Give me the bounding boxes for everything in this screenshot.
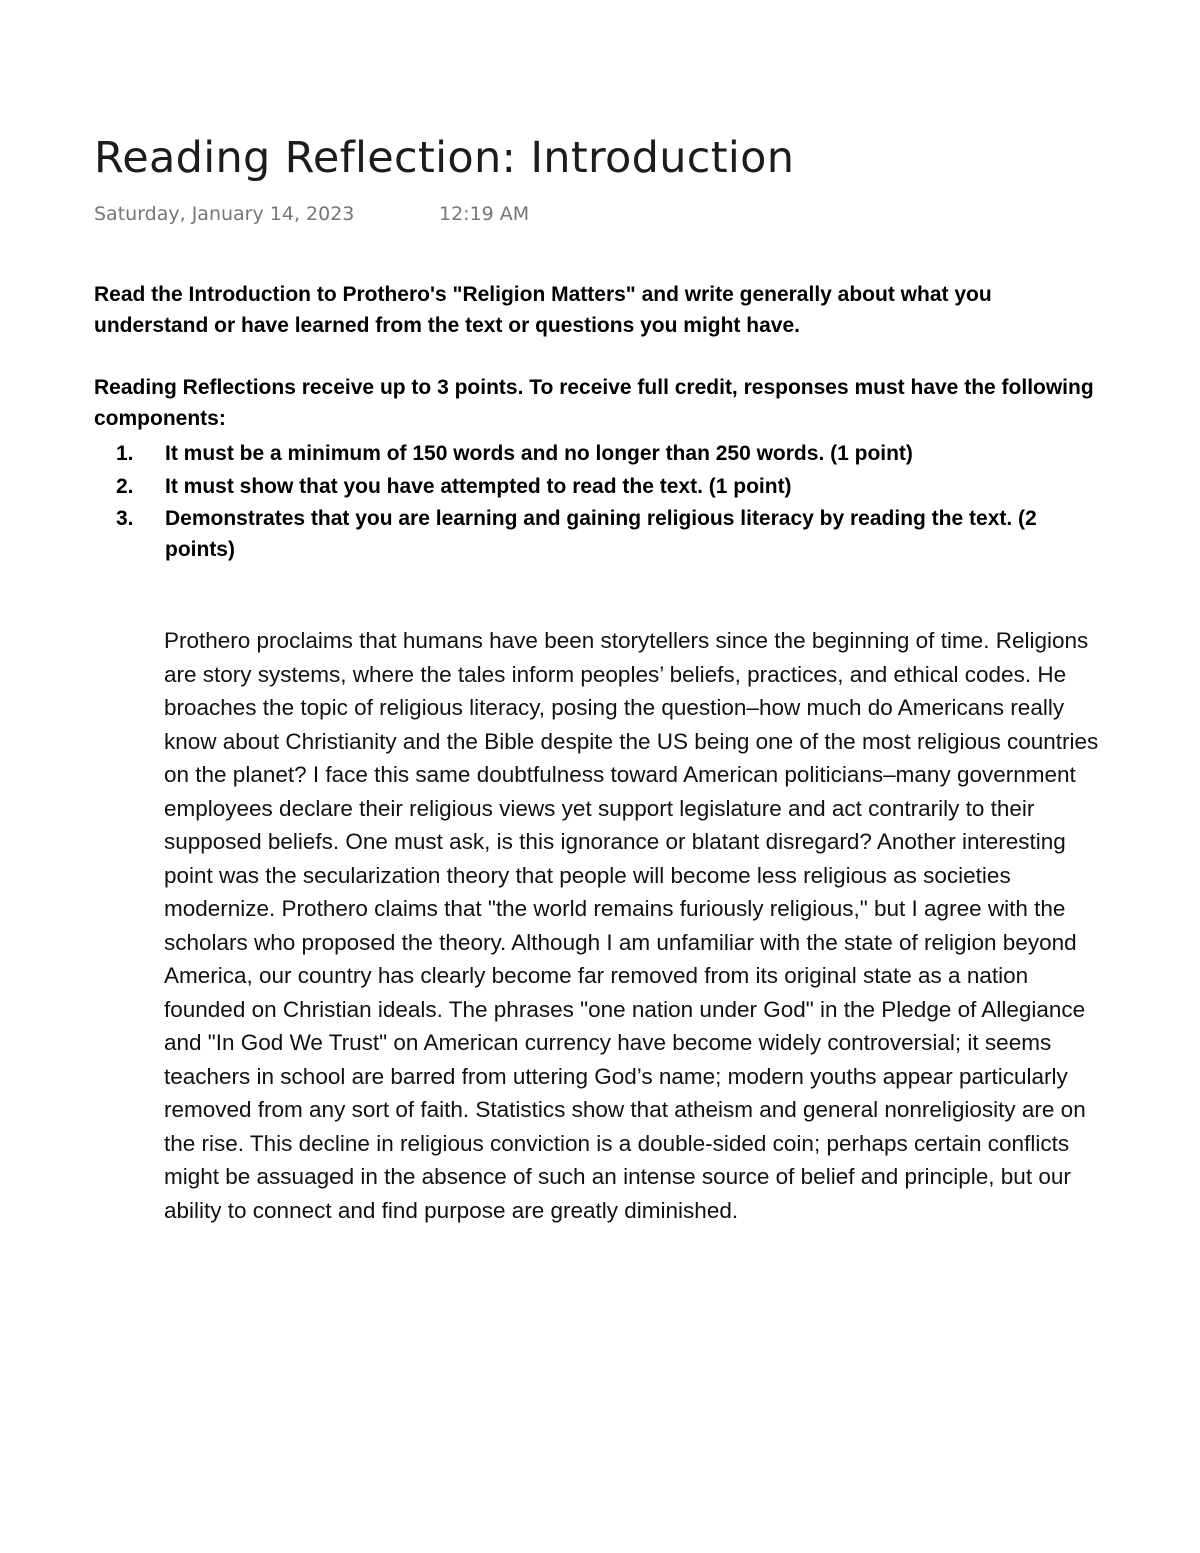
note-time: 12:19 AM	[439, 203, 530, 225]
rubric-criterion	[94, 471, 1094, 502]
criterion-number: 3.	[116, 507, 134, 530]
note-timestamp	[94, 200, 530, 228]
note-date: Saturday, January 14, 2023	[94, 203, 355, 225]
criterion-text: Demonstrates that you are learning and gaining religious literacy by reading the text. (2 points)	[165, 507, 1037, 561]
rubric-intro: Reading Reflections receive up to 3 points. To receive full credit, responses must have the following components:	[94, 376, 1094, 430]
criterion-number: 2.	[116, 474, 134, 498]
rubric-criterion	[94, 438, 1094, 469]
page-title: Reading Reflection: Introduction	[94, 133, 795, 183]
rubric-criterion	[94, 503, 1094, 565]
criterion-number: 1.	[116, 442, 134, 465]
criterion-text: It must be a minimum of 150 words and no longer than 250 words. (1 point)	[165, 442, 913, 465]
reflection-response: Prothero proclaims that humans have been storytellers since the beginning of time. Religions are story systems, where the tales inform peoples’ beliefs, practices, and ethical codes. He broaches the topic of religious literacy, posing the question–how much do Americans really know about Christianity and the Bible despite the US being one of the most religious countries on the planet? I face this same doubtfulness toward American politicians–many government employees declare their religious views yet support legislature and act contrarily to their supposed beliefs. One must ask, is this ignorance or blatant disregard? Another interesting point was the secularization theory that people will become less religious as societies modernize. Prothero claims that "the world remains furiously religious," but I agree with the scholars who proposed the theory. Although I am unfamiliar with the state of religion beyond America, our country has clearly become far removed from its original state as a nation founded on Christian ideals. The phrases "one nation under God" in the Pledge of Allegiance and "In God We Trust" on American currency have become widely controversial; it seems teachers in school are barred from uttering God’s name; modern youths appear particularly removed from any sort of faith. Statistics show that atheism and general nonreligiosity are on the rise. This decline in religious conviction is a double-sided coin; perhaps certain conflicts might be assuaged in the absence of such an intense source of belief and principle, but our ability to connect and find purpose are greatly diminished.	[164, 628, 1099, 1223]
criterion-text: It must show that you have attempted to read the text. (1 point)	[165, 474, 792, 498]
rubric-criteria-list	[94, 438, 1094, 567]
assignment-prompt: Read the Introduction to Prothero's "Religion Matters" and write generally about what you understand or have learned from the text or questions you might have.	[94, 283, 992, 337]
